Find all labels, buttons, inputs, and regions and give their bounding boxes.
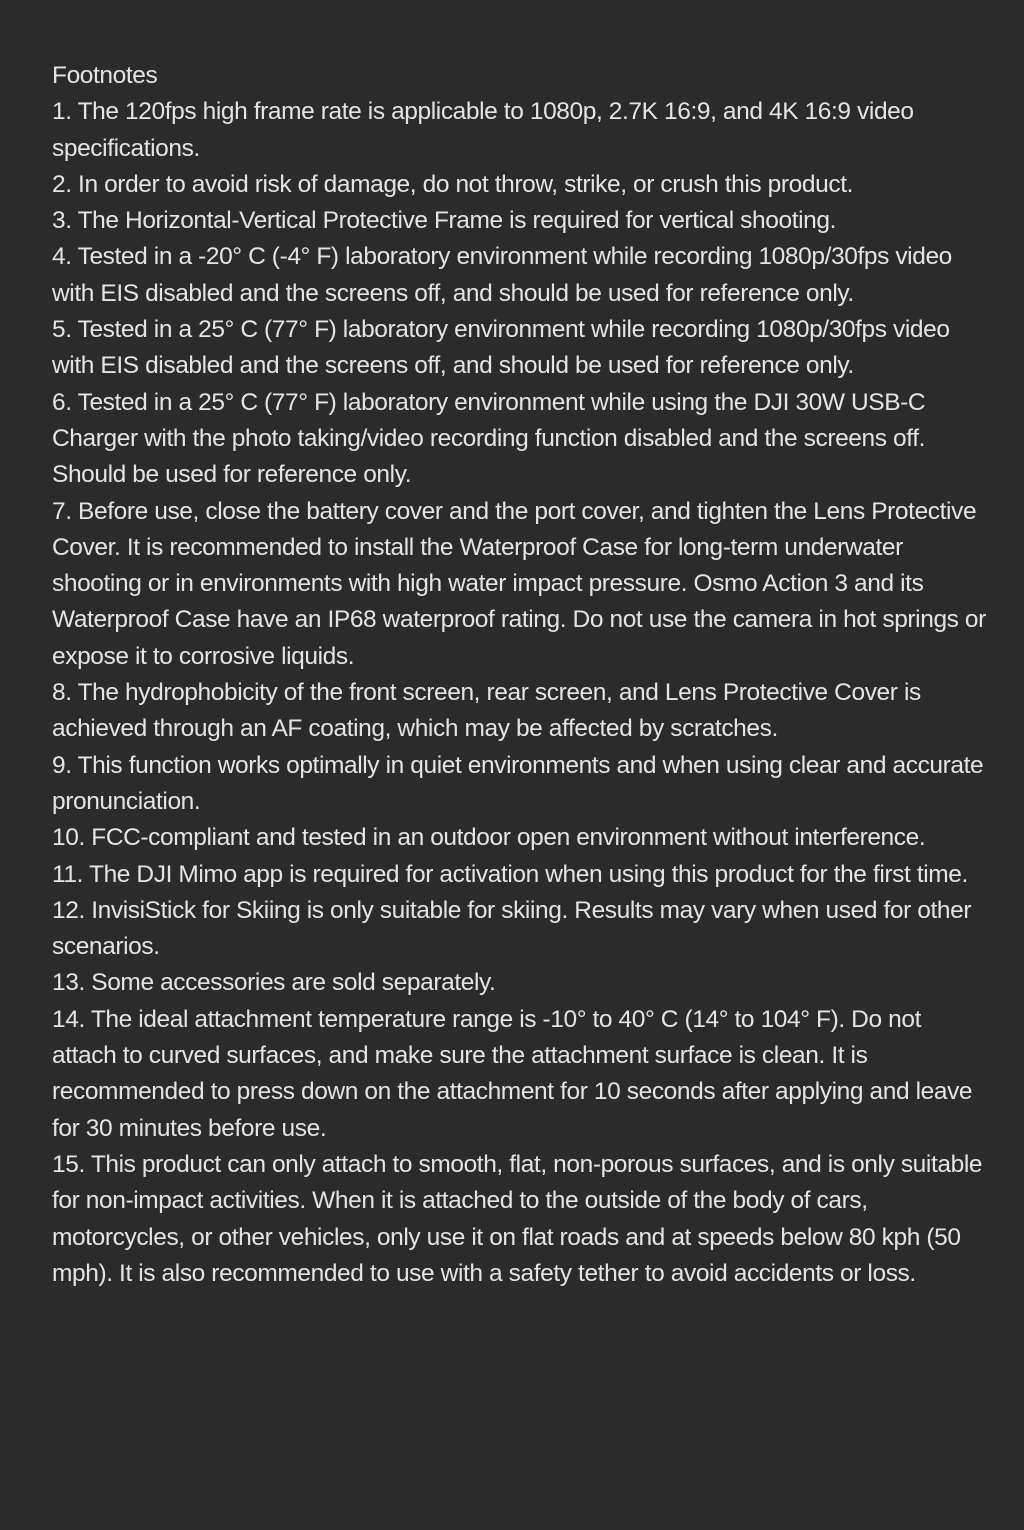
footnote-7: 7. Before use, close the battery cover and the port cover, and tighten the Lens Protective Cover. It is recommended to install the Waterproof Case for long-term underwater shooting or in environments with high water impact pressure. Osmo Action 3 and its Waterproof Case have an IP68 waterproof rating. Do not use the camera in hot springs or expose it to corrosive liquids. [52,497,986,670]
footnote-9: 9. This function works optimally in quiet environments and when using clear and accurate pronunciation. [52,751,984,815]
footnotes-section [52,58,987,1292]
footnotes-heading: Footnotes [52,62,158,89]
footnote-3: 3. The Horizontal-Vertical Protective Frame is required for vertical shooting. [52,207,836,235]
footnote-15: 15. This product can only attach to smooth, flat, non-porous surfaces, and is only suitable for non-impact activities. When it is attached to the outside of the body of cars, motorcycles, or other vehicles, only use it on flat roads and at speeds below 80 kph (50 mph). It is also recommended to use with a safety tether to avoid accidents or loss. [52,1150,983,1287]
footnote-10: 10. FCC-compliant and tested in an outdoor open environment without interference. [52,824,926,852]
footnote-1: 1. The 120fps high frame rate is applicable to 1080p, 2.7K 16:9, and 4K 16:9 video specifications. [52,98,914,162]
footnote-8: 8. The hydrophobicity of the front screen, rear screen, and Lens Protective Cover is achieved through an AF coating, which may be affected by scratches. [52,679,921,743]
footnote-4: 4. Tested in a -20° C (-4° F) laboratory environment while recording 1080p/30fps video with EIS disabled and the screens off, and should be used for reference only. [52,243,952,307]
footnote-2: 2. In order to avoid risk of damage, do not throw, strike, or crush this product. [52,170,854,198]
footnote-6: 6. Tested in a 25° C (77° F) laboratory environment while using the DJI 30W USB-C Charger with the photo taking/video recording function disabled and the screens off. Should be used for reference only. [52,388,926,489]
footnote-5: 5. Tested in a 25° C (77° F) laboratory environment while recording 1080p/30fps video with EIS disabled and the screens off, and should be used for reference only. [52,316,950,380]
footnote-13: 13. Some accessories are sold separately. [52,969,496,997]
footnote-12: 12. InvisiStick for Skiing is only suitable for skiing. Results may vary when used for other scenarios. [52,896,972,961]
footnote-11: 11. The DJI Mimo app is required for activation when using this product for the first time. [52,860,968,888]
footnote-14: 14. The ideal attachment temperature range is -10° to 40° C (14° to 104° F). Do not attach to curved surfaces, and make sure the attachment surface is clean. It is recommended to press down on the attachment for 10 seconds after applying and leave for 30 minutes before use. [52,1005,973,1142]
